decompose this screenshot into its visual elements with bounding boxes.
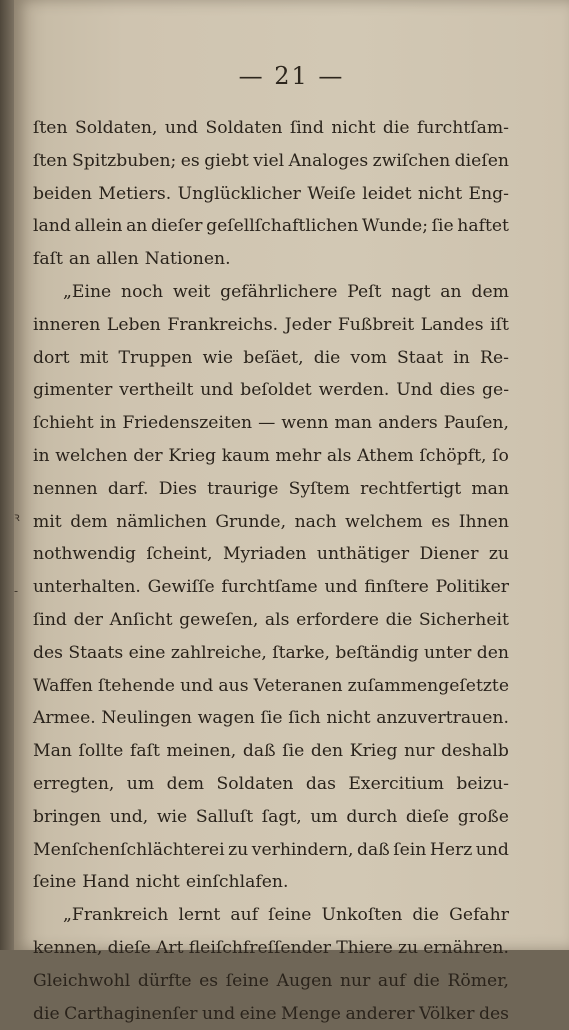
text-line: die Carthaginenſer und eine Menge anderer Völker des (33, 1003, 509, 1024)
text-line: kennen, dieſe Art fleiſchfreſſender Thiere zu ernähren. (33, 937, 509, 958)
text-line: Gleichwohl dürfte es ſeine Augen nur auf die Römer, (33, 970, 509, 991)
margin-mark: ꝛ (14, 510, 20, 524)
text-line: nennen darf. Dies traurige Syſtem rechtfertigt man (33, 478, 509, 499)
text-line: Man ſollte faſt meinen, daß ſie den Krieg nur deshalb (33, 741, 509, 762)
text-line: faſt an allen Nationen. (33, 249, 231, 270)
text-line: „Frankreich lernt auf ſeine Unkoſten die Gefahr (63, 905, 509, 926)
text-line: unterhalten. Gewiſſe furchtſame und finſtere Politiker (33, 577, 509, 598)
text-line: „Eine noch weit gefährlichere Peſt nagt an dem (63, 281, 509, 302)
text-line: mit dem nämlichen Grunde, nach welchem es Ihnen (33, 511, 509, 532)
book-spine-shadow (0, 0, 14, 950)
text-line: in welchen der Krieg kaum mehr als Athem ſchöpft, ſo (33, 445, 509, 466)
text-line: ſten Soldaten, und Soldaten ſind nicht die furchtſam- (33, 118, 509, 138)
text-line: erregten, um dem Soldaten das Exercitium beizu- (33, 773, 509, 794)
book-page (14, 0, 569, 1024)
text-line: nothwendig ſcheint, Myriaden unthätiger Diener zu (33, 544, 509, 565)
text-line: inneren Leben Frankreichs. Jeder Fußbreit Landes iſt (33, 314, 509, 335)
text-line: ſten Spitzbuben; es giebt viel Analoges zwiſchen dieſen (33, 150, 509, 171)
text-line: dort mit Truppen wie beſäet, die vom Staat in Re- (33, 347, 509, 368)
text-line: des Staats eine zahlreiche, ſtarke, beſtändig unter den (33, 642, 509, 663)
text-line: ſchieht in Friedenszeiten — wenn man anders Pauſen, (33, 413, 509, 434)
text-line: beiden Metiers. Unglücklicher Weiſe leidet nicht Eng- (33, 183, 509, 204)
page-number-header: — 21 — (238, 62, 345, 90)
text-line: gimenter vertheilt und beſoldet werden. Und dies ge- (33, 380, 509, 401)
margin-mark: - (14, 584, 19, 598)
text-line: ſeine Hand nicht einſchlafen. (33, 872, 289, 893)
text-line: Waffen ſtehende und aus Veteranen zuſammengeſetzte (33, 675, 509, 696)
body-text (33, 112, 509, 1030)
text-line: Menſchenſchlächterei zu verhindern, daß ſein Herz und (33, 839, 509, 860)
text-line: ſind der Anſicht geweſen, als erfordere die Sicherheit (33, 609, 509, 630)
text-line: Armee. Neulingen wagen ſie ſich nicht anzuvertrauen. (33, 708, 509, 729)
text-line: land allein an dieſer geſellſchaftlichen Wunde; ſie haftet (33, 216, 509, 237)
text-line: bringen und, wie Salluſt ſagt, um durch dieſe große (33, 806, 509, 827)
